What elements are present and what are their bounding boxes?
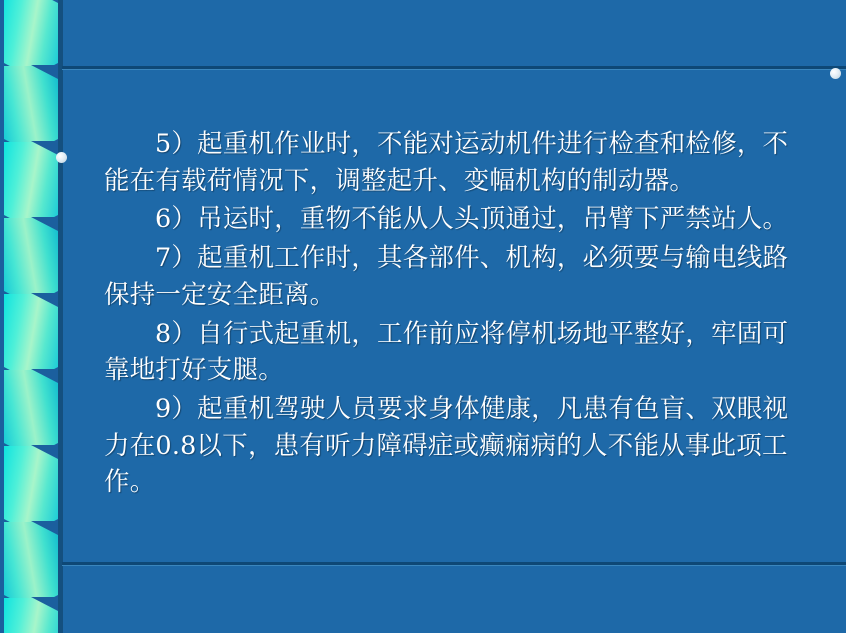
ribbon-segment <box>4 218 58 304</box>
paragraph-5: 5）起重机作业时，不能对运动机件进行检查和检修，不能在有载荷情况下，调整起升、变幅机构的制动器。 <box>104 129 789 196</box>
ribbon-segment <box>4 294 58 380</box>
ribbon-segment <box>4 598 58 633</box>
ribbon-column-edge <box>58 0 63 633</box>
paragraph-6: 6）吊运时，重物不能从人头顶通过，吊臂下严禁站人。 <box>155 204 789 235</box>
ribbon-segment <box>4 66 58 152</box>
decorative-ribbon-column <box>0 0 62 633</box>
ribbon-segment <box>4 142 58 228</box>
paragraph-7: 7）起重机工作时，其各部件、机构，必须要与输电线路保持一定安全距离。 <box>104 243 789 310</box>
bottom-divider-rule <box>62 562 846 565</box>
ribbon-segment <box>4 370 58 456</box>
bullet-dot-right <box>830 68 841 79</box>
ribbon-segment <box>4 446 58 532</box>
paragraph-8: 8）自行式起重机，工作前应将停机场地平整好，牢固可靠地打好支腿。 <box>104 318 789 386</box>
ribbon-segment <box>4 522 58 608</box>
slide-body-text <box>104 126 794 503</box>
paragraph-9: 9）起重机驾驶人员要求身体健康，凡患有色盲、双眼视力在0.8以下，患有听力障碍症或癫痫病的人不能从事此项工作。 <box>104 394 789 498</box>
top-divider-rule <box>62 66 846 69</box>
bullet-dot-left <box>56 152 67 163</box>
ribbon-segment <box>4 0 58 76</box>
